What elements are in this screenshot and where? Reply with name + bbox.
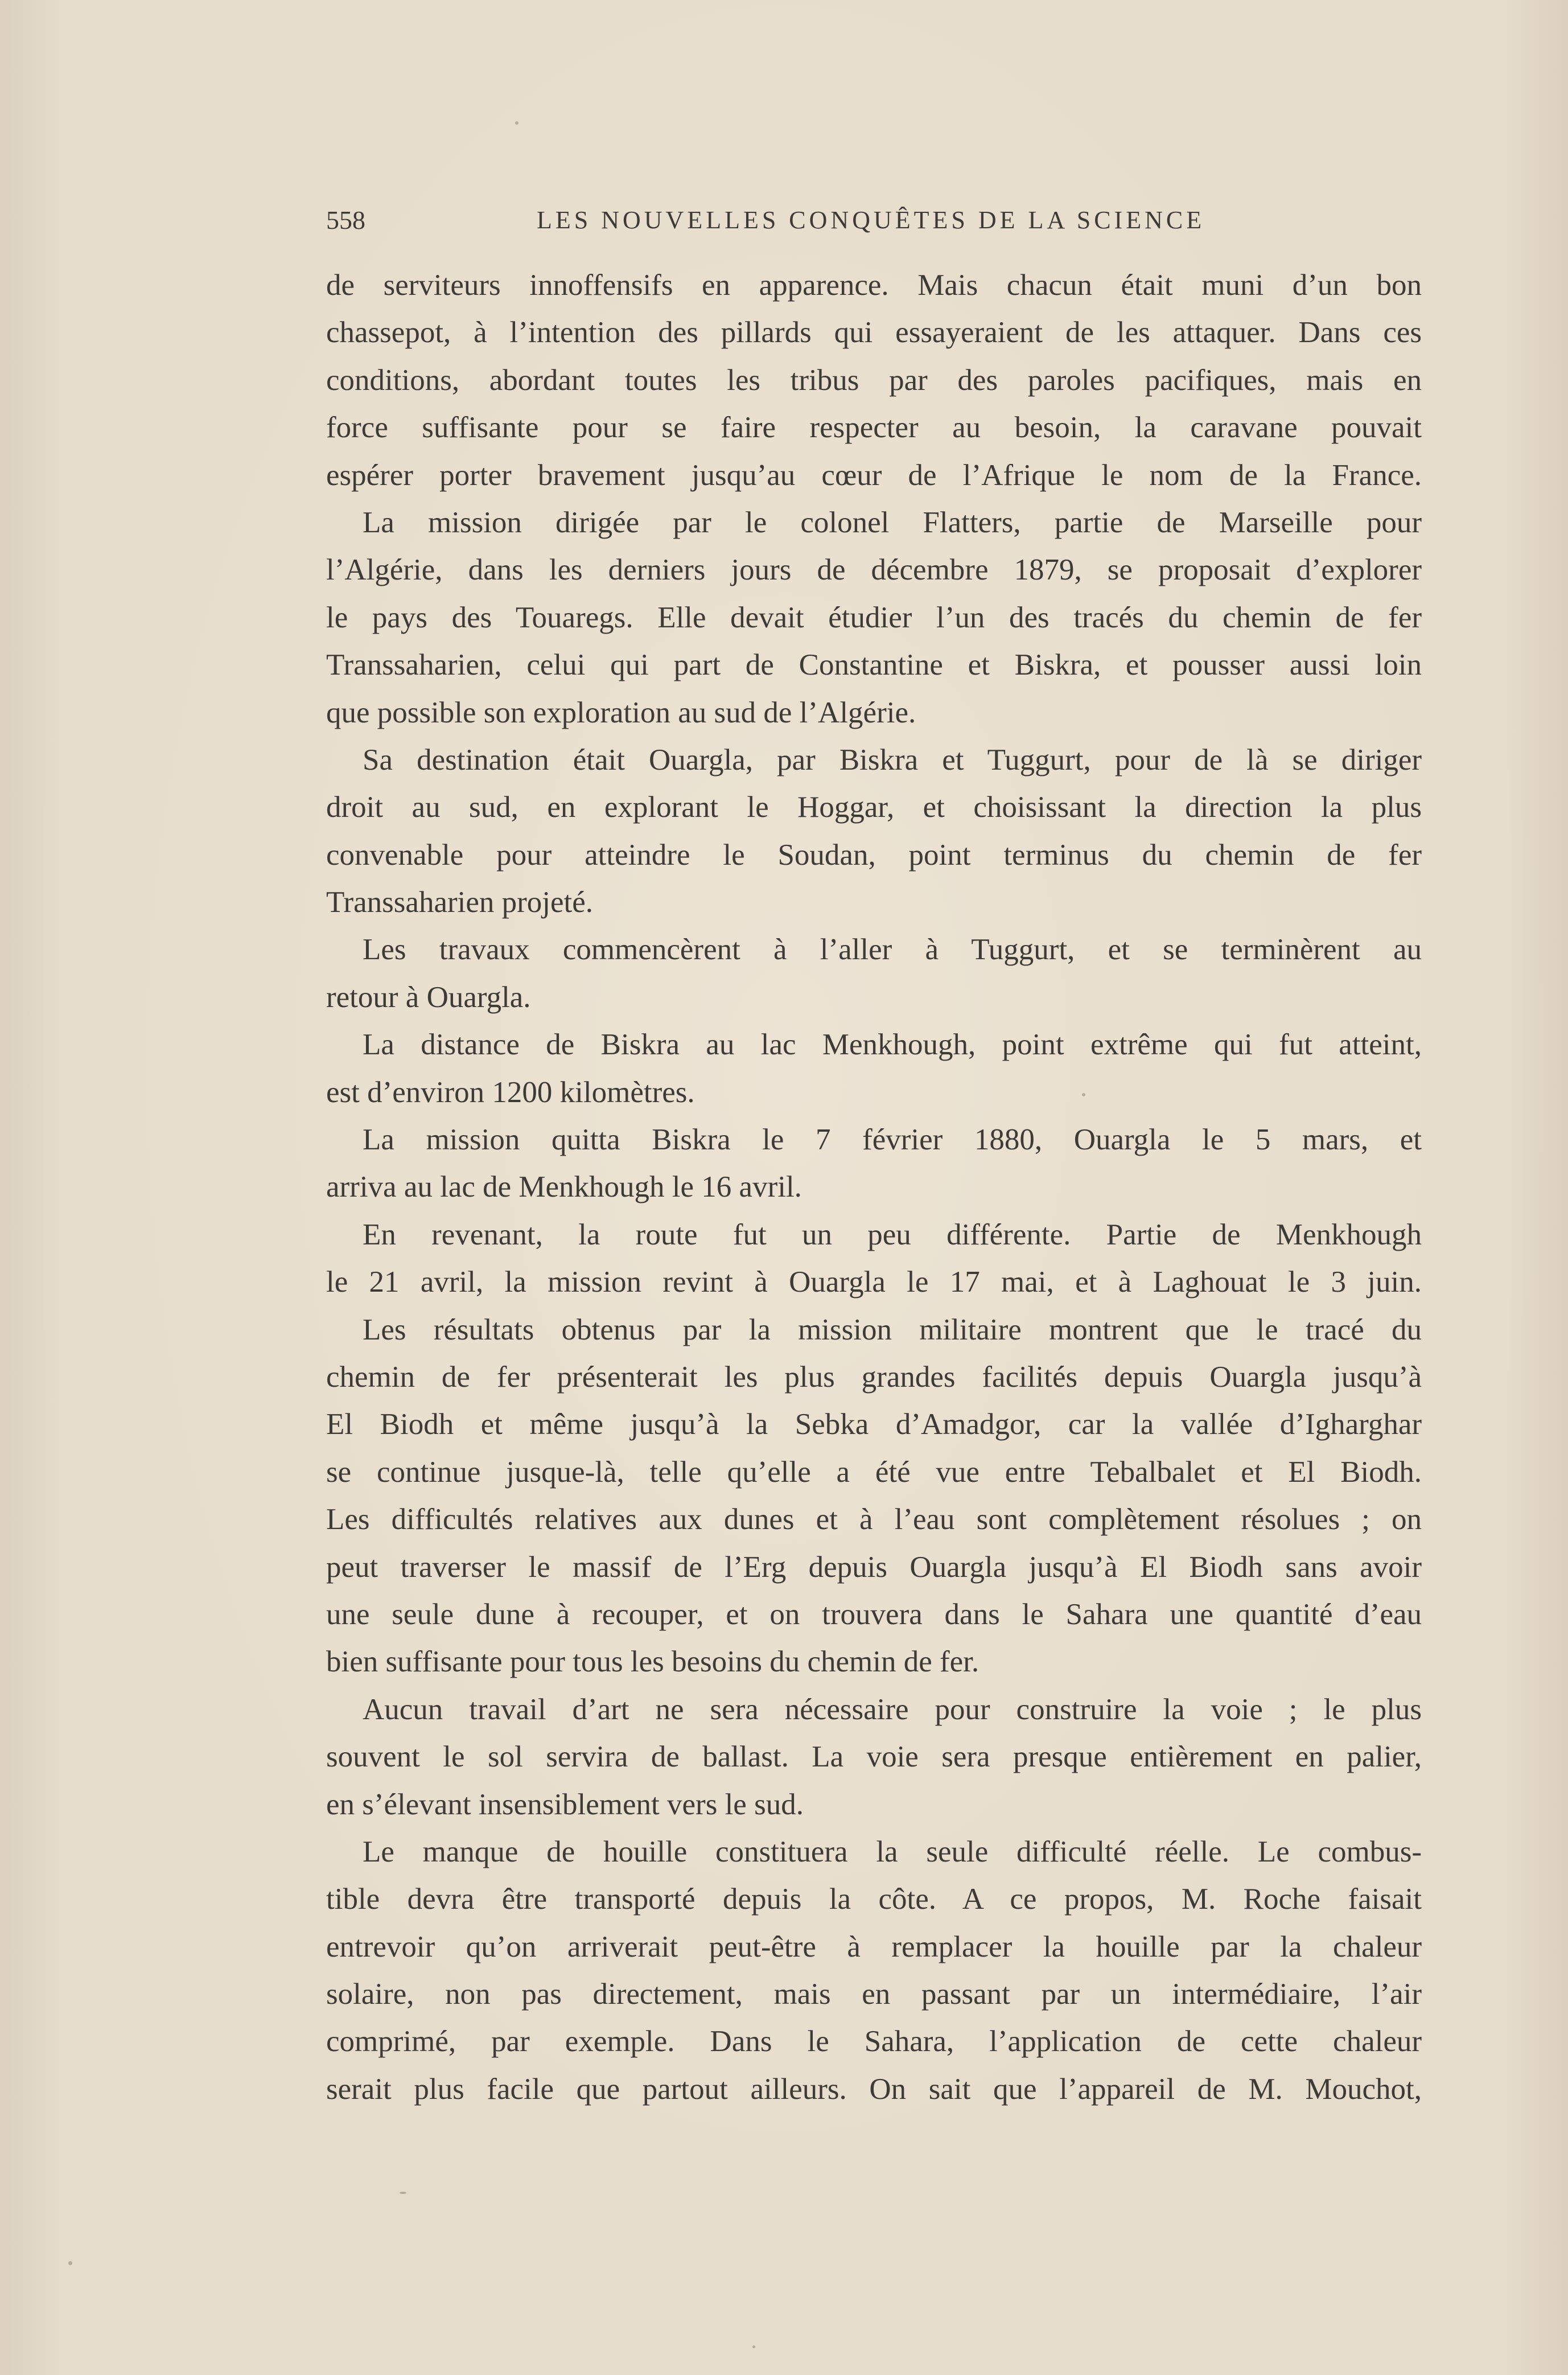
text-line: peut traverser le massif de l’Erg depuis Ouargla jusqu’à El Biodh sans avoir <box>326 1550 1422 1584</box>
text-line: Transsaharien, celui qui part de Constantine et Biskra, et pousser aussi loin <box>326 648 1422 682</box>
text-line: espérer porter bravement jusqu’au cœur de l’Afrique le nom de la France. <box>326 458 1422 492</box>
paper-speck <box>515 121 518 125</box>
text-line: souvent le sol servira de ballast. La voie sera presque entièrement en palier, <box>326 1740 1422 1774</box>
text-line: comprimé, par exemple. Dans le Sahara, l’application de cette chaleur <box>326 2025 1422 2058</box>
text-line: retour à Ouargla. <box>326 980 531 1014</box>
text-line: chassepot, à l’intention des pillards qui essayeraient de les attaquer. Dans ces <box>326 316 1422 350</box>
body-text <box>326 262 1422 2113</box>
text-line: entrevoir qu’on arriverait peut-être à remplacer la houille par la chaleur <box>326 1930 1422 1963</box>
text-line: Sa destination était Ouargla, par Biskra et Tuggurt, pour de là se diriger <box>363 743 1422 776</box>
text-line: La mission dirigée par le colonel Flatters, partie de Marseille pour <box>363 506 1422 539</box>
page-number: 558 <box>326 206 365 235</box>
paper-speck <box>1082 1093 1085 1096</box>
paper-speck <box>400 2192 406 2194</box>
text-line: convenable pour atteindre le Soudan, point terminus du chemin de fer <box>326 838 1422 872</box>
text-line: La distance de Biskra au lac Menkhough, point extrême qui fut atteint, <box>363 1028 1422 1062</box>
text-line: en s’élevant insensiblement vers le sud. <box>326 1788 804 1821</box>
text-line: le 21 avril, la mission revint à Ouargla le 17 mai, et à Laghouat le 3 juin. <box>326 1265 1422 1299</box>
text-line: tible devra être transporté depuis la côte. A ce propos, M. Roche faisait <box>326 1883 1422 1916</box>
text-line: Les résultats obtenus par la mission militaire montrent que le tracé du <box>363 1313 1422 1346</box>
text-line: que possible son exploration au sud de l’Algérie. <box>326 696 916 729</box>
text-line: La mission quitta Biskra le 7 février 1880, Ouargla le 5 mars, et <box>363 1123 1422 1157</box>
paper-speck <box>68 2261 72 2265</box>
text-line: serait plus facile que partout ailleurs. On sait que l’appareil de M. Mouchot, <box>326 2072 1422 2106</box>
text-line: Les travaux commencèrent à l’aller à Tuggurt, et se terminèrent au <box>363 933 1422 967</box>
running-title: LES NOUVELLES CONQUÊTES DE LA SCIENCE <box>537 206 1205 234</box>
text-line: de serviteurs innoffensifs en apparence. Mais chacun était muni d’un bon <box>326 269 1422 302</box>
text-line: En revenant, la route fut un peu différente. Partie de Menkhough <box>363 1218 1422 1251</box>
text-line: Transsaharien projeté. <box>326 886 594 919</box>
text-line: Les difficultés relatives aux dunes et à l’eau sont complètement résolues ; on <box>326 1503 1422 1536</box>
text-line: chemin de fer présenterait les plus grandes facilités depuis Ouargla jusqu’à <box>326 1360 1422 1394</box>
paper-speck <box>752 2345 755 2348</box>
text-line: solaire, non pas directement, mais en passant par un intermédiaire, l’air <box>326 1978 1422 2011</box>
text-line: le pays des Touaregs. Elle devait étudier l’un des tracés du chemin de fer <box>326 601 1422 634</box>
text-line: Le manque de houille constituera la seule difficulté réelle. Le combus- <box>363 1835 1422 1868</box>
text-line: force suffisante pour se faire respecter au besoin, la caravane pouvait <box>326 411 1422 445</box>
text-line: est d’environ 1200 kilomètres. <box>326 1075 695 1109</box>
text-line: Aucun travail d’art ne sera nécessaire pour construire la voie ; le plus <box>363 1692 1422 1726</box>
text-line: conditions, abordant toutes les tribus par des paroles pacifiques, mais en <box>326 363 1422 397</box>
text-line: l’Algérie, dans les derniers jours de décembre 1879, se proposait d’explorer <box>326 553 1422 587</box>
text-line: se continue jusque-là, telle qu’elle a été vue entre Tebalbalet et El Biodh. <box>326 1455 1422 1489</box>
text-line: une seule dune à recouper, et on trouvera dans le Sahara une quantité d’eau <box>326 1597 1422 1631</box>
running-header <box>326 200 1214 240</box>
text-line: bien suffisante pour tous les besoins du chemin de fer. <box>326 1645 980 1679</box>
text-line: El Biodh et même jusqu’à la Sebka d’Amadgor, car la vallée d’Igharghar <box>326 1408 1422 1441</box>
text-line: arriva au lac de Menkhough le 16 avril. <box>326 1170 802 1204</box>
text-line: droit au sud, en explorant le Hoggar, et choisissant la direction la plus <box>326 791 1422 824</box>
